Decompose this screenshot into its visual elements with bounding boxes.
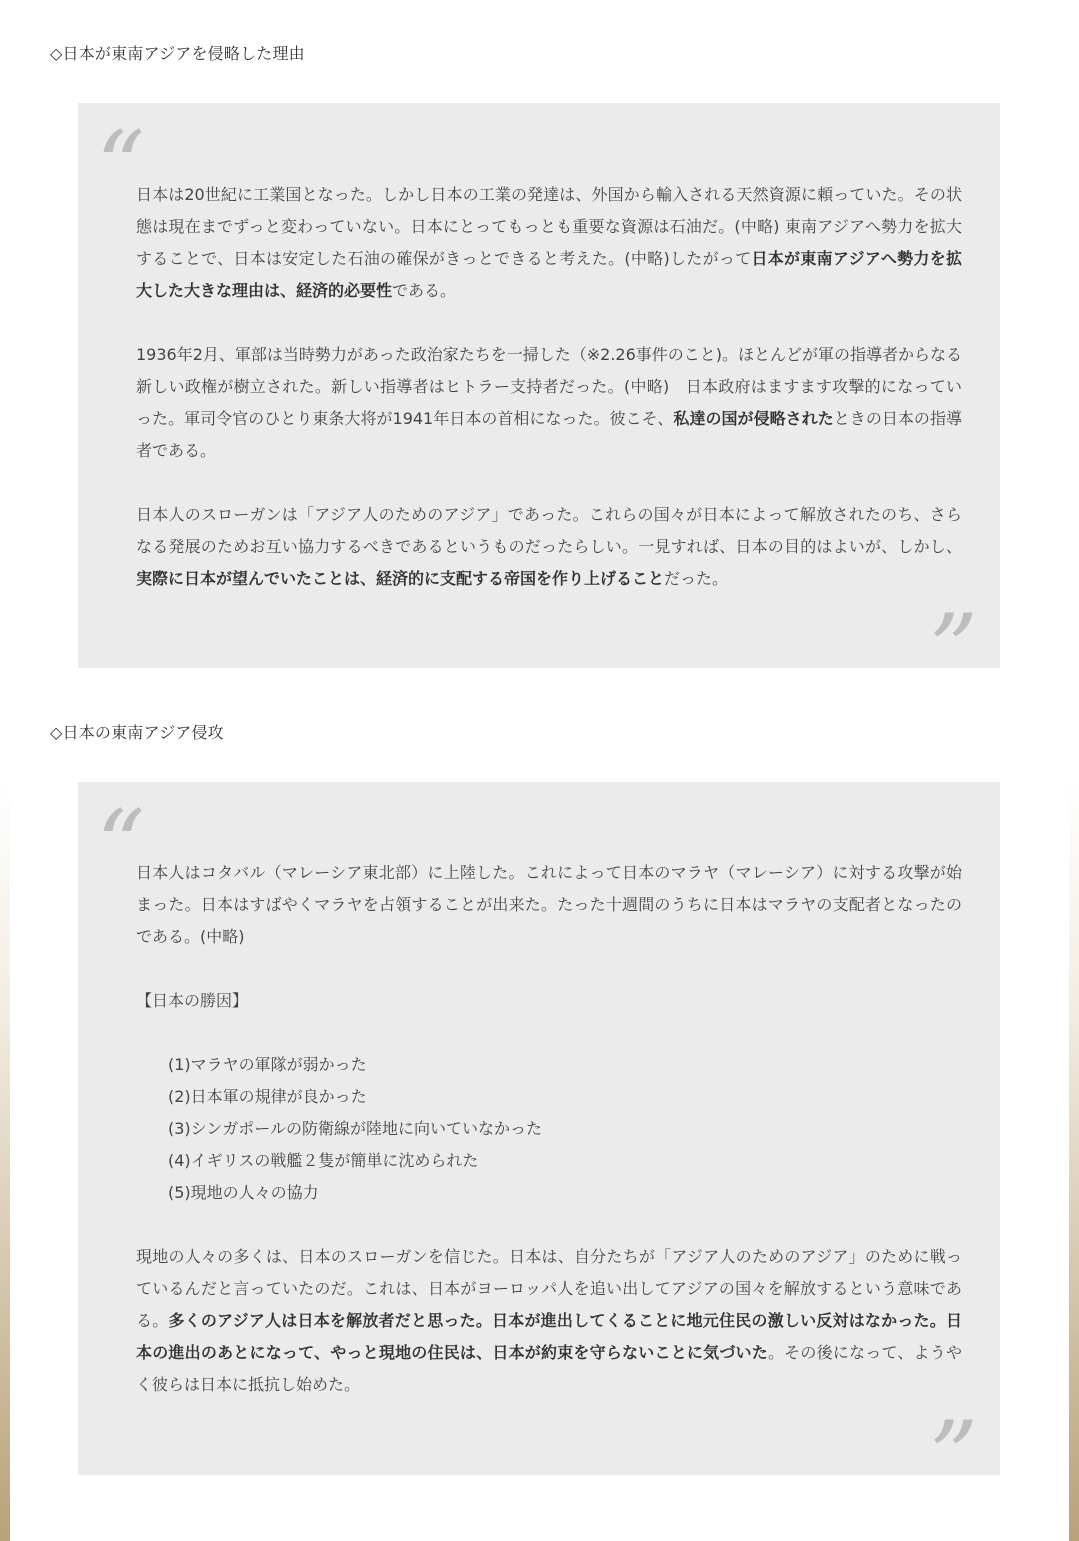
- emphasis-text: 多くのアジア人は日本を解放者だと思った。日本が進出してくることに地元住民の激しい反対はなかった。日本の進出のあとになって、やっと現地の住民は、日本が約束を守らないことに気づいた: [136, 1311, 962, 1362]
- blockquote-invasion: [78, 782, 1000, 1513]
- emphasis-text: 実際に日本が望んでいたことは、経済的に支配する帝国を作り上げること: [136, 569, 665, 588]
- quote-paragraph: 日本人のスローガンは「アジア人のためのアジア」であった。これらの国々が日本によって解放されたのち、さらなる発展のためお互い協力するべきであるというものだったらしい。一見すれば、日本の目的はよいが、しかし、実際に日本が望んでいたことは、経済的に支配する帝国を作り上げることだった。: [136, 505, 962, 588]
- quote-paragraph: 現地の人々の多くは、日本のスローガンを信じた。日本は、自分たちが「アジア人のためのアジア」のために戦っているんだと言っていたのだ。これは、日本がヨーロッパ人を追い出してアジアの国々を解放するという意味である。多くのアジア人は日本を解放者だと思った。日本が進出してくることに地元住民の激しい反対はなかった。日本の進出のあとになって、やっと現地の住民は、日本が約束を守らないことに気づいた。その後になって、ようやく彼らは日本に抵抗し始めた。: [136, 1247, 962, 1394]
- list-item: (1)マラヤの軍隊が弱かった: [168, 1055, 367, 1074]
- list-item: (2)日本軍の規律が良かった: [168, 1087, 367, 1106]
- list-item: (5)現地の人々の協力: [168, 1183, 319, 1202]
- list-item: (3)シンガポールの防衛線が陸地に向いていなかった: [168, 1119, 542, 1138]
- close-quote-icon: ”: [928, 594, 978, 706]
- victory-factors-heading: 【日本の勝因】: [136, 991, 249, 1010]
- emphasis-text: 私達の国が侵略された: [673, 409, 834, 428]
- emphasis-text: 日本が東南アジアへ勢力を拡大した大きな理由は、経済的必要性: [136, 249, 962, 300]
- quote-paragraph: 1936年2月、軍部は当時勢力があった政治家たちを一掃した（※2.26事件のこと)。ほとんどが軍の指導者からなる新しい政権が樹立された。新しい指導者はヒトラー支持者だった。(中略) 日本政府はますます攻撃的になっていった。軍司令官のひとり東条大将が1941年日本の首相になった。彼こそ、私達の国が侵略されたときの日本の指導者である。: [136, 345, 963, 460]
- open-quote-icon: “: [96, 111, 146, 223]
- close-quote-icon: ”: [928, 1401, 978, 1513]
- section-heading-invasion: ◇日本の東南アジア侵攻: [50, 723, 224, 742]
- section-heading-reasons: ◇日本が東南アジアを侵略した理由: [50, 44, 305, 63]
- quote-paragraph: 日本人はコタバル（マレーシア東北部）に上陸した。これによって日本のマラヤ（マレーシア）に対する攻撃が始まった。日本はすばやくマラヤを占領することが出来た。たった十週間のうちに日本はマラヤの支配者となったのである。(中略): [136, 863, 962, 946]
- list-item: (4)イギリスの戦艦２隻が簡単に沈められた: [168, 1151, 479, 1170]
- article-page: [10, 0, 1069, 1541]
- quote-paragraph: 日本は20世紀に工業国となった。しかし日本の工業の発達は、外国から輸入される天然資源に頼っていた。その状態は現在までずっと変わっていない。日本にとってもっとも重要な資源は石油だ。(中略) 東南アジアへ勢力を拡大することで、日本は安定した石油の確保がきっとできると考えた。(中略)したがって日本が東南アジアへ勢力を拡大した大きな理由は、経済的必要性である。: [136, 185, 962, 300]
- victory-factors-list: [136, 1049, 962, 1209]
- blockquote-reasons: [78, 103, 1000, 706]
- open-quote-icon: “: [96, 790, 146, 902]
